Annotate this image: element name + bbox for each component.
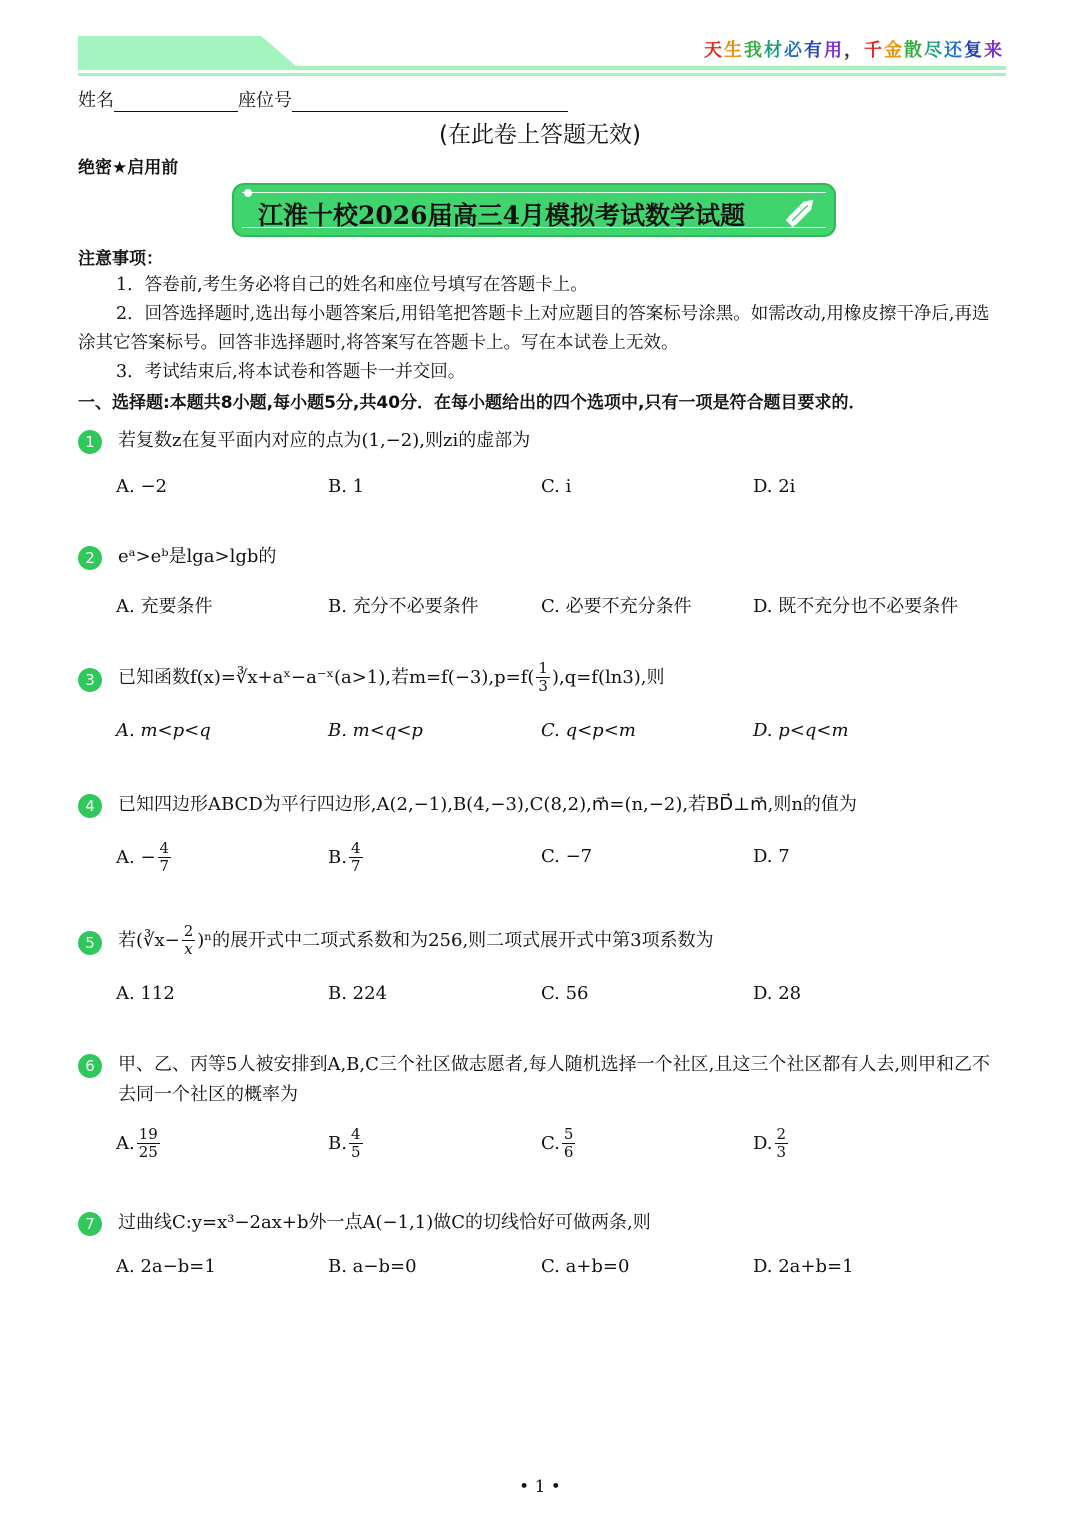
option-label: D. (753, 1133, 773, 1154)
motto-char: 来 (984, 40, 1004, 61)
motto-char: 金 (884, 40, 904, 61)
seat-blank (292, 92, 568, 112)
fraction-numerator: 2 (183, 922, 194, 940)
question-number-badge: 5 (78, 931, 102, 955)
motto-char: 材 (764, 40, 784, 61)
fraction-denominator: 25 (138, 1143, 158, 1161)
fraction-numerator: 4 (350, 1125, 361, 1143)
option-c: C. i (541, 476, 572, 497)
notice-item-3: 3．考试结束后,将本试卷和答题卡一并交回。 (116, 362, 466, 382)
option-a (116, 840, 173, 875)
option-b (328, 1126, 365, 1161)
fraction-numerator: 19 (138, 1125, 158, 1143)
option-label: B. (328, 847, 347, 868)
section-heading: 一、选择题:本题共8小题,每小题5分,共40分．在每小题给出的四个选项中,只有一项是符合题目要求的． (78, 393, 866, 413)
question-stem: 过曲线C:y=x³−2ax+b外一点A(−1,1)做C的切线恰好可做两条,则 (118, 1212, 651, 1233)
motto-char: 我 (744, 40, 764, 61)
option-d: D. 2i (753, 476, 796, 497)
question-stem (118, 660, 1008, 695)
motto-char: 天 (704, 40, 724, 61)
motto-char: 散 (904, 40, 924, 61)
option-d: D. 28 (753, 983, 802, 1004)
option-fraction (349, 1126, 363, 1161)
option-label: C. (541, 1133, 560, 1154)
question-stem: 已知四边形ABCD为平行四边形,A(2,−1),B(4,−3),C(8,2),m⃗=(n,−2),若BD⃗⊥m⃗,则n的值为 (118, 794, 857, 815)
exam-title: 江淮十校2026届高三4月模拟考试数学试题 (258, 201, 745, 230)
question-stem: 若复数z在复平面内对应的点为(1,−2),则zi的虚部为 (118, 430, 531, 451)
option-fraction (158, 840, 172, 875)
motto-char: 千 (864, 40, 884, 61)
stem-text: )ⁿ的展开式中二项式系数和为256,则二项式展开式中第3项系数为 (197, 929, 714, 951)
notice-item-1: 1．答卷前,考生务必将自己的姓名和座位号填写在答题卡上。 (116, 275, 588, 295)
question-number-badge: 2 (78, 546, 102, 570)
question-number-badge: 1 (78, 430, 102, 454)
fraction-numerator: 1 (538, 659, 548, 677)
fraction-denominator: x (184, 940, 193, 958)
name-blank (114, 92, 238, 112)
fraction-denominator: 5 (350, 1143, 361, 1161)
option-label: A. − (116, 847, 156, 868)
option-a: A. 112 (116, 983, 175, 1004)
option-b (328, 840, 365, 875)
header-rule (78, 66, 1006, 70)
question-stem: eᵃ>eᵇ是lga>lgb的 (118, 546, 277, 567)
question-number-badge: 7 (78, 1212, 102, 1236)
seat-label: 座位号 (238, 90, 292, 111)
fraction-denominator: 7 (350, 857, 361, 875)
stem-fraction (536, 660, 550, 695)
question-number-badge: 3 (78, 668, 102, 692)
option-a: A. 2a−b=1 (116, 1256, 216, 1277)
motto-char: 有 (804, 40, 824, 61)
option-b: B. a−b=0 (328, 1256, 417, 1277)
option-b: B. 224 (328, 983, 388, 1004)
option-d: D. 既不充分也不必要条件 (753, 596, 959, 617)
option-c: C. q<p<m (541, 720, 636, 741)
option-a: A. −2 (116, 476, 167, 497)
name-label: 姓名 (78, 90, 114, 111)
option-d: D. p<q<m (753, 720, 849, 741)
option-label: A. (116, 1133, 135, 1154)
header-rule-secondary (78, 73, 1006, 76)
option-fraction (562, 1126, 576, 1161)
option-b: B. 1 (328, 476, 365, 497)
fraction-numerator: 2 (776, 1125, 787, 1143)
fraction-denominator: 7 (159, 857, 170, 875)
fraction-numerator: 5 (563, 1125, 574, 1143)
fraction-denominator: 6 (563, 1143, 574, 1161)
option-d (753, 1126, 790, 1161)
banner-dot (244, 189, 252, 197)
question-number-badge: 6 (78, 1054, 102, 1078)
option-d: D. 2a+b=1 (753, 1256, 854, 1277)
motto-char: 复 (964, 40, 984, 61)
question-stem (118, 923, 1008, 958)
option-a: A. 充要条件 (116, 596, 213, 617)
stem-text: ),q=f(ln3),则 (551, 666, 665, 688)
stem-fraction (182, 923, 196, 958)
question-stem: 甲、乙、丙等5人被安排到A,B,C三个社区做志愿者,每人随机选择一个社区,且这三个社区都有人去,则甲和乙不去同一个社区的概率为 (118, 1054, 991, 1105)
fraction-numerator: 4 (159, 839, 170, 857)
question-number-badge: 4 (78, 794, 102, 818)
page-number: • 1 • (519, 1477, 561, 1497)
option-fraction (349, 840, 363, 875)
option-fraction (775, 1126, 789, 1161)
notice-item-2: 2．回答选择题时,选出每小题答案后,用铅笔把答题卡上对应题目的答案标号涂黑。如需改动,用橡皮擦干净后,再选涂其它答案标号。回答非选择题时,将答案写在答题卡上。写在本试卷上无效。 (78, 304, 990, 353)
option-label: B. (328, 1133, 347, 1154)
header-motto (704, 36, 1004, 62)
option-a (116, 1126, 162, 1161)
motto-char: 尽 (924, 40, 944, 61)
option-c (541, 1126, 577, 1161)
fraction-denominator: 3 (776, 1143, 787, 1161)
option-c: C. −7 (541, 846, 593, 867)
option-d: D. 7 (753, 846, 790, 867)
stem-text: 已知函数f(x)=∛x+aˣ−a⁻ˣ(a>1),若m=f(−3),p=f( (118, 666, 535, 688)
motto-char: 用 (824, 40, 844, 61)
fraction-denominator: 3 (538, 677, 548, 695)
motto-char: 还 (944, 40, 964, 61)
option-a: A. m<p<q (116, 720, 211, 741)
pencil-icon (782, 191, 822, 231)
stem-text: 若(∛x− (118, 929, 180, 951)
secret-label: 绝密★启用前 (78, 158, 179, 178)
motto-char: ， (844, 40, 864, 61)
option-c: C. 56 (541, 983, 589, 1004)
name-seat-row (78, 86, 568, 112)
invalid-notice: (在此卷上答题无效) (439, 122, 641, 148)
motto-char: 生 (724, 40, 744, 61)
title-banner (232, 183, 836, 237)
header-tab-decoration (78, 36, 296, 66)
option-c: C. a+b=0 (541, 1256, 630, 1277)
option-b: B. 充分不必要条件 (328, 596, 479, 617)
fraction-numerator: 4 (350, 839, 361, 857)
option-c: C. 必要不充分条件 (541, 596, 692, 617)
option-b: B. m<q<p (328, 720, 423, 741)
motto-char: 必 (784, 40, 804, 61)
option-fraction (137, 1126, 160, 1161)
notice-heading: 注意事项： (78, 249, 163, 269)
